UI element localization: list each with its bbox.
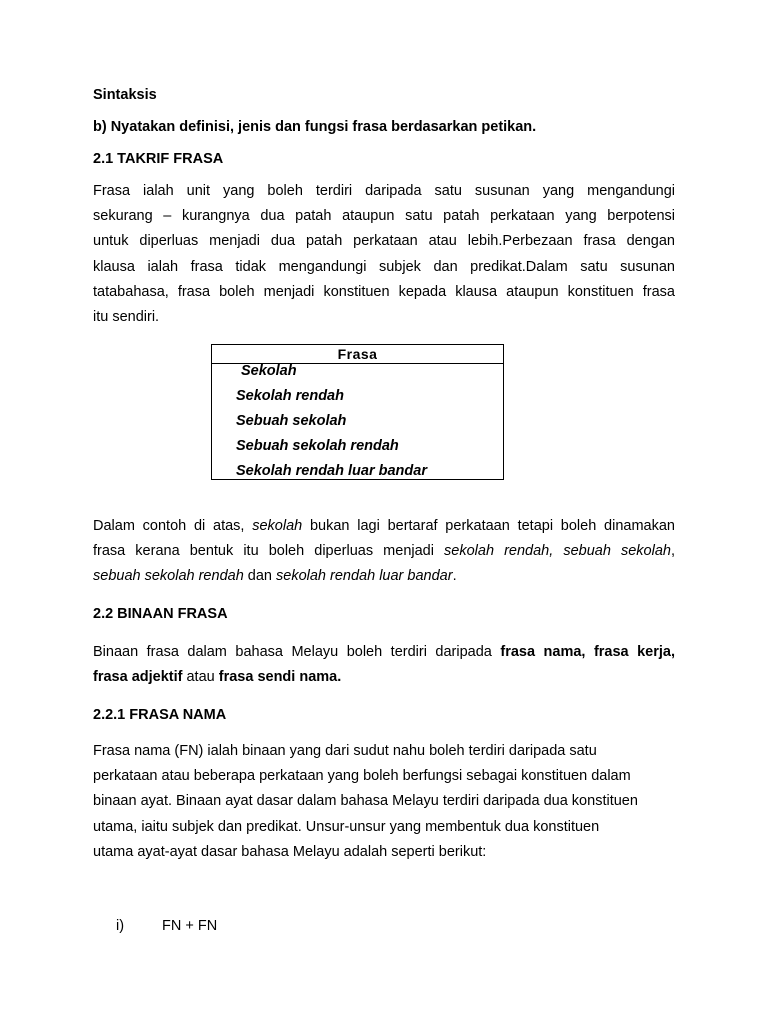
text-run: Binaan frasa dalam bahasa Melayu boleh terdiri daripada [93,644,501,660]
italic-term: sekolah rendah luar bandar [276,568,453,585]
frasa-nama-paragraph [93,739,675,865]
text-run: Dalam contoh di atas, [93,518,253,534]
frasa-table-row: Sekolah [241,363,297,379]
paragraph-line [93,640,675,665]
bold-term: frasa adjektif [93,669,183,686]
section-heading-frasa-nama: 2.2.1 FRASA NAMA [93,707,227,723]
document-title: Sintaksis [93,87,157,103]
paragraph-line: sekurang – kurangnya dua patah ataupun satu patah perkataan yang berpotensi [93,208,675,225]
section-heading-binaan-frasa: 2.2 BINAAN FRASA [93,606,228,622]
takrif-frasa-paragraph [93,179,675,330]
bold-term: frasa sendi nama. [218,669,342,686]
section-heading-takrif-frasa: 2.1 TAKRIF FRASA [93,151,224,167]
italic-term: sekolah [252,518,303,534]
paragraph-line: Frasa nama (FN) ialah binaan yang dari sudut nahu boleh terdiri daripada satu [93,743,597,759]
frasa-table-row: Sebuah sekolah [236,413,347,429]
paragraph-line [93,665,675,690]
paragraph-line: utama ayat-ayat dasar bahasa Melayu adalah seperti berikut: [93,843,487,860]
frasa-table-header: Frasa [212,345,503,364]
frasa-table-row: Sekolah rendah luar bandar [236,463,427,479]
paragraph-line: utama, iaitu subjek dan predikat. Unsur-unsur yang membentuk dua konstituen [93,818,600,835]
frasa-table-row: Sekolah rendah [236,388,344,404]
bold-term: frasa nama, frasa kerja, [500,644,676,660]
list-item-number: i) [116,918,125,934]
paragraph-line [93,564,675,589]
example-paragraph [93,514,675,590]
text-run: bukan lagi bertaraf perkataan tetapi boleh dinamakan [302,518,675,534]
paragraph-line: tatabahasa, frasa boleh menjadi konstituen kepada klausa ataupun konstituen frasa [93,283,675,300]
text-run: . [452,568,457,585]
frasa-table-row: Sebuah sekolah rendah [236,438,399,454]
text-run: , [670,543,675,560]
paragraph-line [93,514,675,539]
paragraph-line: untuk diperluas menjadi dua patah perkataan atau lebih.Perbezaan frasa dengan [93,233,675,250]
paragraph-line: binaan ayat. Binaan ayat dasar dalam bahasa Melayu terdiri daripada dua konstituen [93,793,638,810]
list-item-text: FN + FN [162,918,218,934]
italic-term: sebuah sekolah rendah [93,568,244,585]
frasa-table [211,344,504,480]
text-run: atau [182,669,219,686]
paragraph-line: itu sendiri. [93,308,160,325]
italic-term: sekolah rendah, sebuah sekolah [444,543,671,560]
paragraph-line [93,539,675,564]
paragraph-line: perkataan atau beberapa perkataan yang boleh berfungsi sebagai konstituen dalam [93,768,631,785]
paragraph-line: Frasa ialah unit yang boleh terdiri daripada satu susunan yang mengandungi [93,183,675,199]
paragraph-line: klausa ialah frasa tidak mengandungi subjek dan predikat.Dalam satu susunan [93,258,675,275]
text-run: dan [243,568,277,585]
text-run: frasa kerana bentuk itu boleh diperluas menjadi [93,543,445,560]
binaan-frasa-paragraph [93,640,675,690]
question-text: b) Nyatakan definisi, jenis dan fungsi frasa berdasarkan petikan. [93,119,537,135]
